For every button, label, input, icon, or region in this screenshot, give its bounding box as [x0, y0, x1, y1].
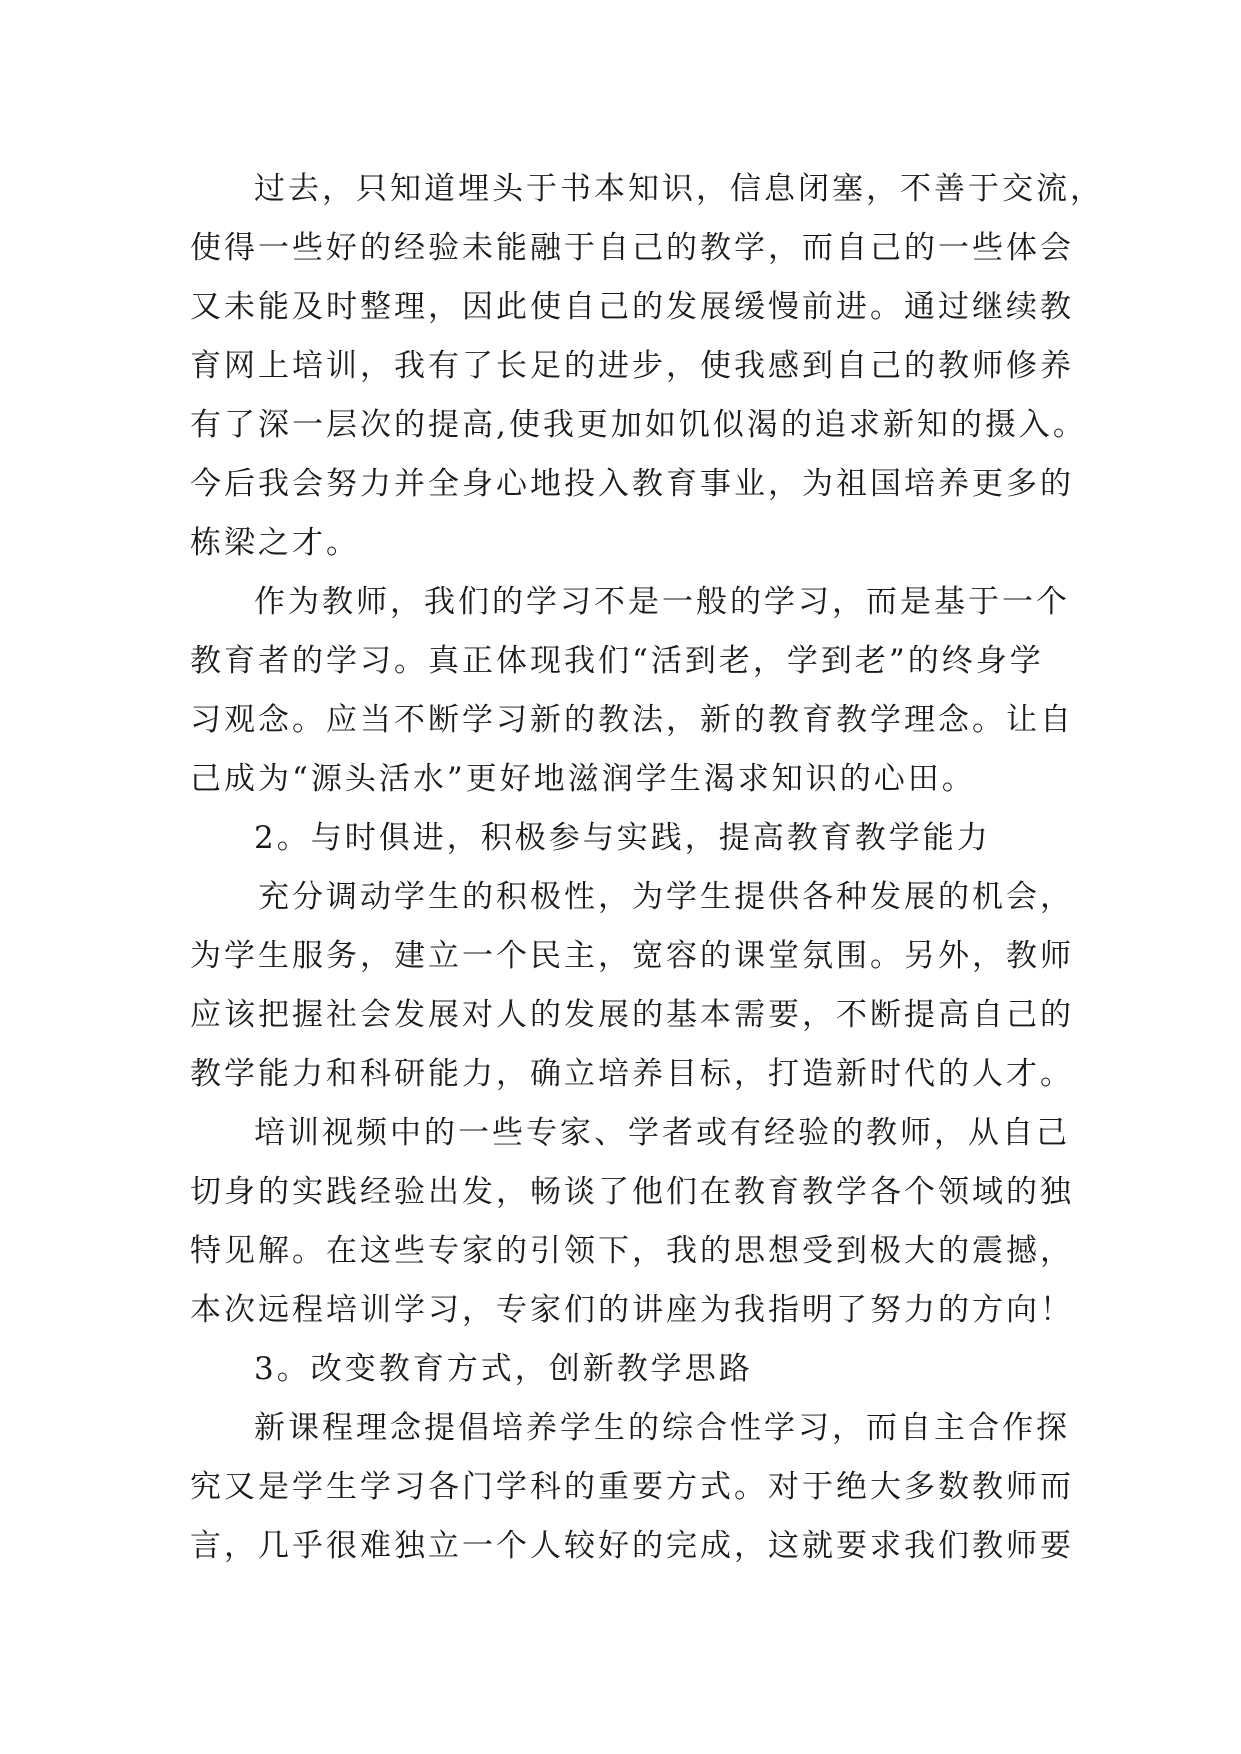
paragraph-line: 教学能力和科研能力，确立培养目标，打造新时代的人才。: [190, 1056, 1074, 1092]
paragraph-line: 本次远程培训学习，专家们的讲座为我指明了努力的方向！: [190, 1292, 1074, 1328]
paragraph-line: 培训视频中的一些专家、学者或有经验的教师，从自己: [254, 1115, 1070, 1151]
paragraph-line: 育网上培训，我有了长足的进步，使我感到自己的教师修养: [190, 348, 1074, 384]
paragraph-line: 己成为“源头活水”更好地滋润学生渴求知识的心田。: [190, 761, 976, 797]
paragraph-line: 切身的实践经验出发，畅谈了他们在教育教学各个领域的独: [190, 1174, 1074, 1210]
paragraph-line: 为学生服务，建立一个民主，宽容的课堂氛围。另外，教师: [190, 938, 1074, 974]
paragraph-line: 究又是学生学习各门学科的重要方式。对于绝大多数教师而: [190, 1469, 1074, 1505]
section-heading: 3。改变教育方式，创新教学思路: [254, 1351, 753, 1387]
paragraph-line: 言，几乎很难独立一个人较好的完成，这就要求我们教师要: [190, 1528, 1074, 1564]
paragraph-line: 特见解。在这些专家的引领下，我的思想受到极大的震撼，: [190, 1233, 1074, 1269]
paragraph-line: 过去，只知道埋头于书本知识，信息闭塞，不善于交流，: [254, 171, 1104, 207]
paragraph-line: 充分调动学生的积极性，为学生提供各种发展的机会，: [258, 879, 1074, 915]
paragraph-line: 今后我会努力并全身心地投入教育事业，为祖国培养更多的: [190, 466, 1074, 502]
paragraph-line: 应该把握社会发展对人的发展的基本需要，不断提高自己的: [190, 997, 1074, 1033]
paragraph-line: 教育者的学习。真正体现我们“活到老，学到老”的终身学: [190, 643, 1044, 679]
paragraph-line: 新课程理念提倡培养学生的综合性学习，而自主合作探: [254, 1410, 1070, 1446]
section-heading: 2。与时俱进，积极参与实践，提高教育教学能力: [254, 820, 991, 856]
paragraph-line: 使得一些好的经验未能融于自己的教学，而自己的一些体会: [190, 230, 1074, 266]
document-body: [190, 160, 1104, 1576]
paragraph-line: 有了深一层次的提高,使我更加如饥似渴的追求新知的摄入。: [190, 407, 1087, 443]
paragraph-line: 栋梁之才。: [190, 525, 360, 561]
paragraph-line: 又未能及时整理，因此使自己的发展缓慢前进。通过继续教: [190, 289, 1074, 325]
paragraph-line: 作为教师，我们的学习不是一般的学习，而是基于一个: [254, 584, 1070, 620]
paragraph-line: 习观念。应当不断学习新的教法，新的教育教学理念。让自: [190, 702, 1074, 738]
